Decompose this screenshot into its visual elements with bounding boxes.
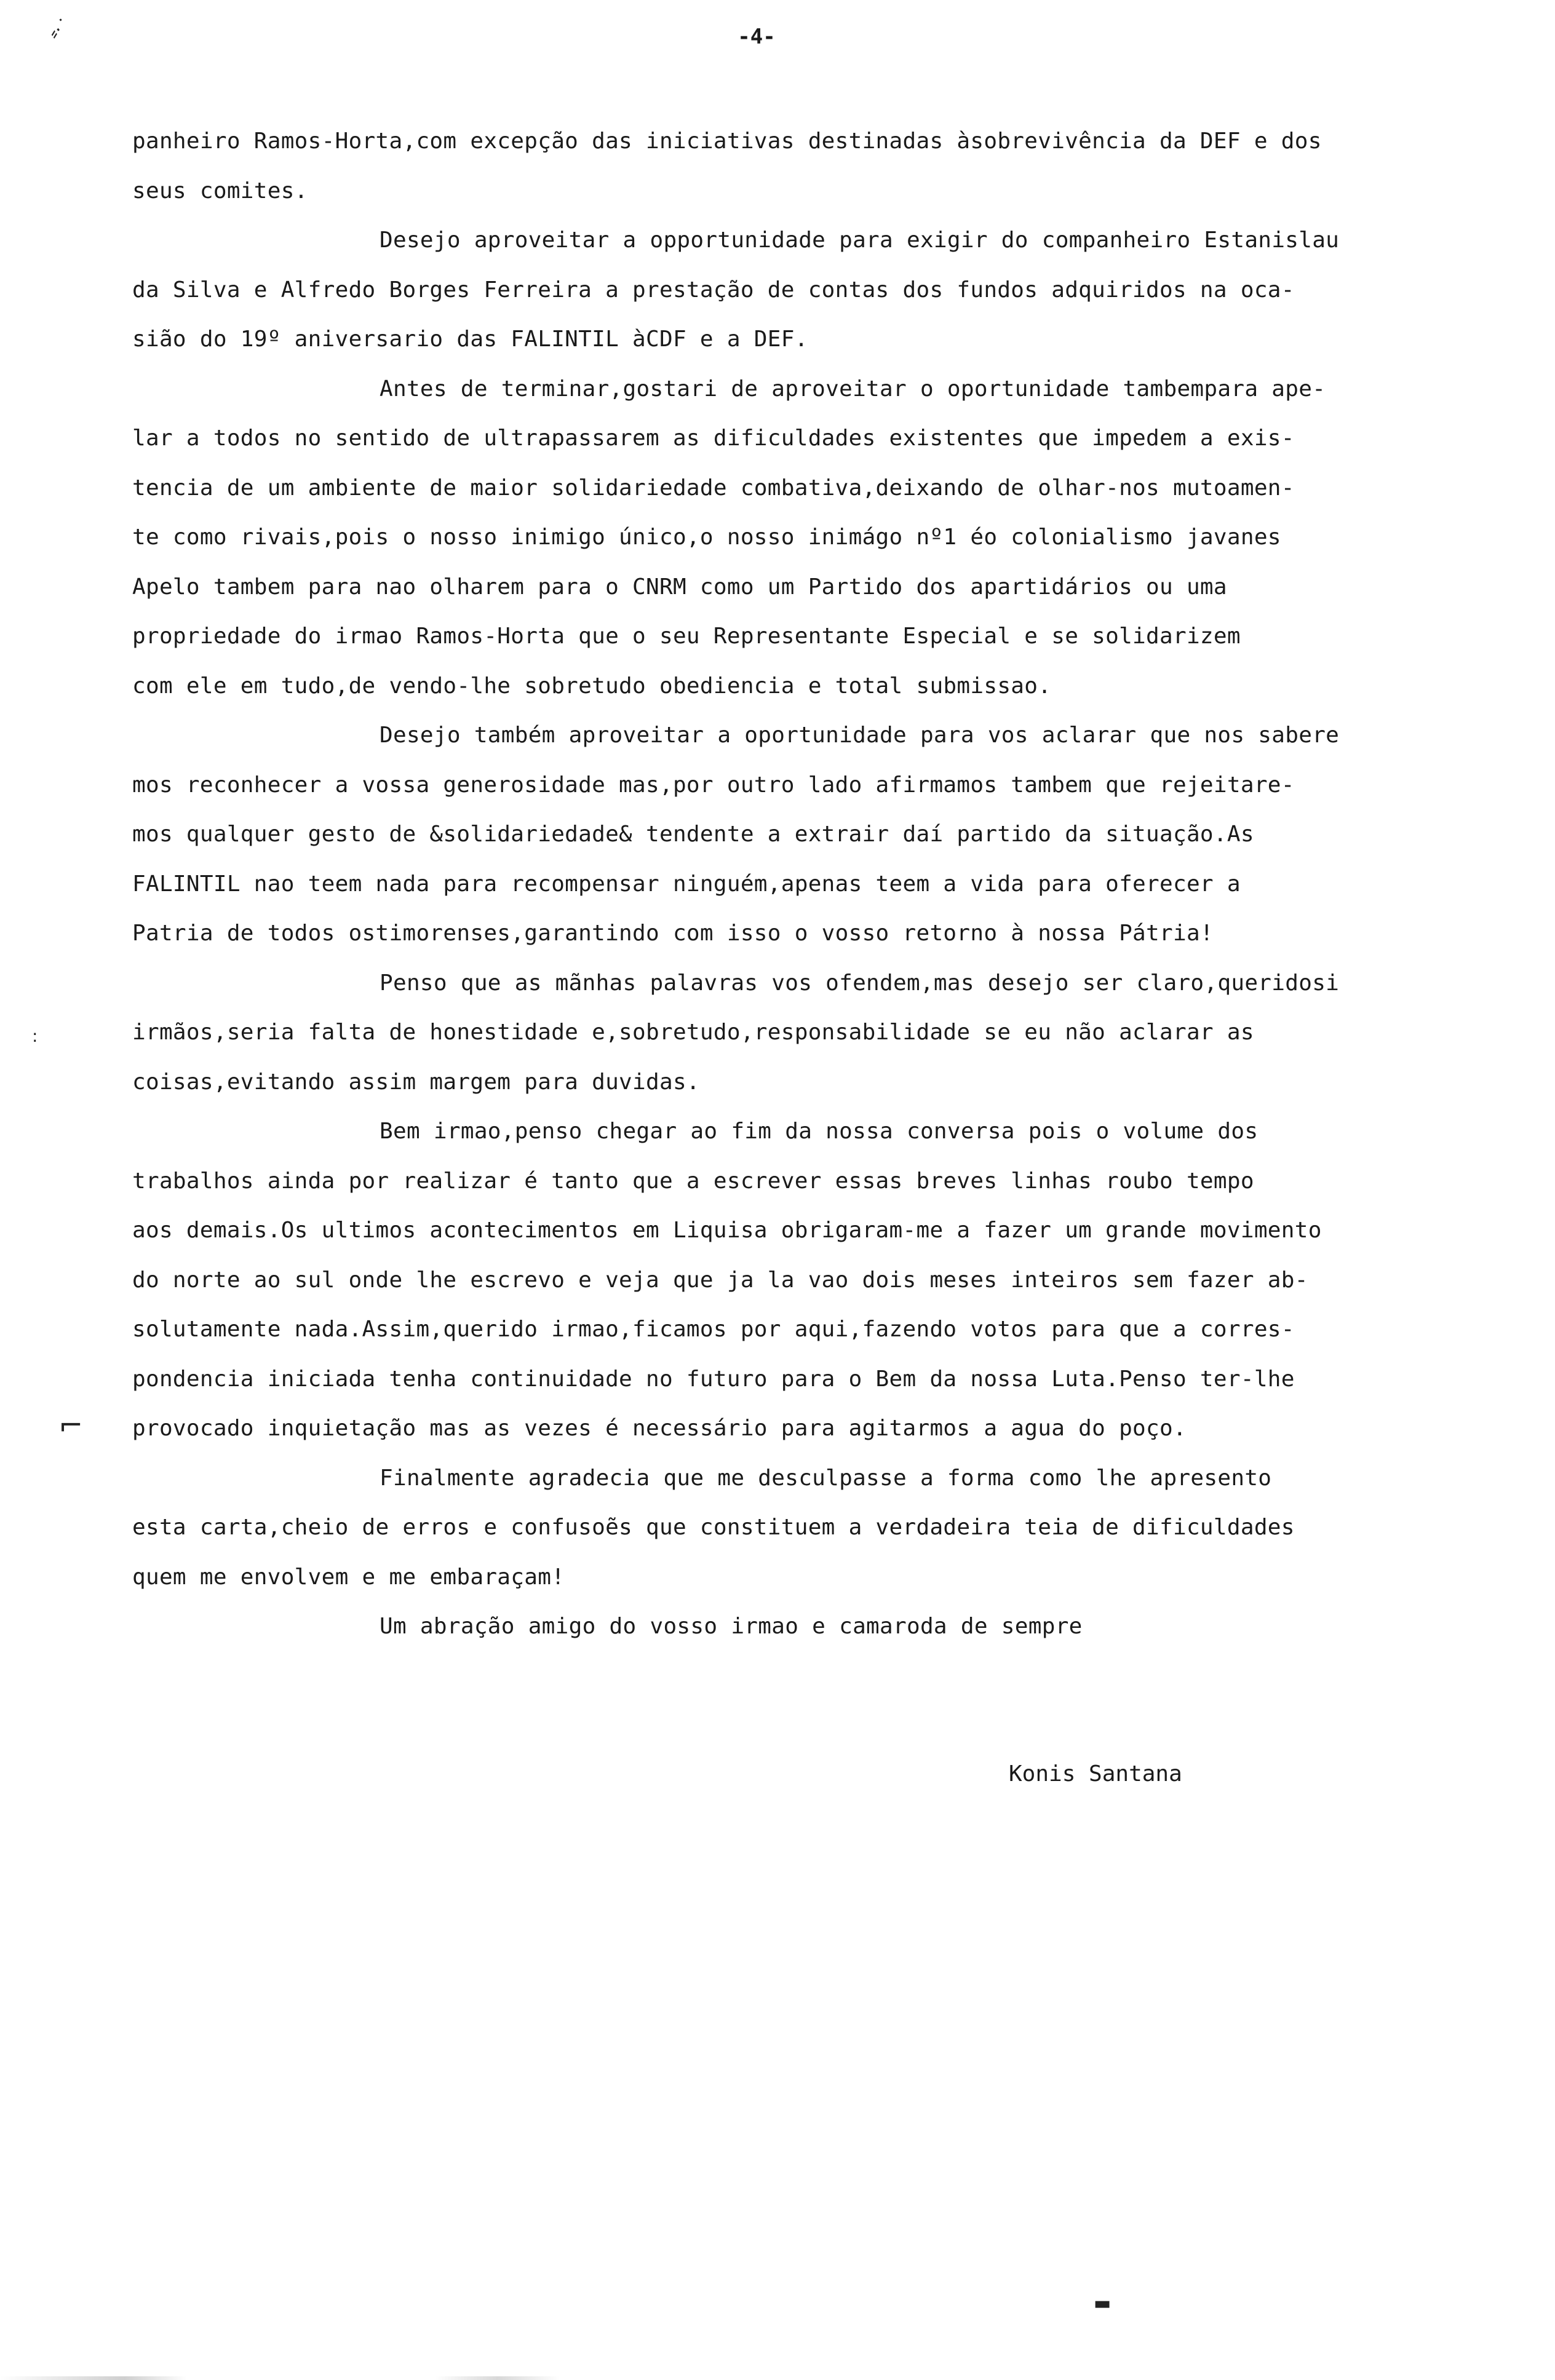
text-line: com ele em tudo,de vendo-lhe sobretudo obediencia e total submissao. (132, 673, 1052, 699)
text-line: provocado inquietação mas as vezes é necessário para agitarmos a agua do poço. (132, 1416, 1187, 1441)
text-line: esta carta,cheio de erros e confusoẽs que constituem a verdadeira teia de dificuldades (132, 1515, 1295, 1540)
paragraph-start-line: Desejo também aproveitar a oportunidade para vos aclarar que nos sabere (380, 723, 1340, 748)
text-line: mos reconhecer a vossa generosidade mas,por outro lado afirmamos tambem que rejeitare- (132, 772, 1295, 798)
text-line: te como rivais,pois o nosso inimigo único,o nosso inimágo nº1 éo colonialismo javanes (132, 525, 1281, 550)
letter-body (132, 117, 1498, 1652)
text-line: lar a todos no sentido de ultrapassarem as dificuldades existentes que impedem a exis- (132, 426, 1295, 451)
text-line: seus comites. (132, 178, 308, 204)
text-line: mos qualquer gesto de &solidariedade& tendente a extrair daí partido da situação.As (132, 822, 1254, 847)
text-line: da Silva e Alfredo Borges Ferreira a prestação de contas dos fundos adquiridos na oca- (132, 277, 1295, 303)
text-line: aos demais.Os ultimos acontecimentos em Liquisa obrigaram-me a fazer um grande movimento (132, 1218, 1322, 1243)
text-line: quem me envolvem e me embaraçam! (132, 1564, 565, 1590)
paragraph-start-line: Antes de terminar,gostari de aproveitar o oportunidade tambempara ape- (380, 376, 1326, 402)
text-line: tencia de um ambiente de maior solidariedade combativa,deixando de olhar-nos mutoamen- (132, 475, 1295, 501)
text-line: panheiro Ramos-Horta,com excepção das iniciativas destinadas àsobrevivência da DEF e dos (132, 129, 1322, 154)
closing-line: Um abração amigo do vosso irmao e camaroda de sempre (380, 1614, 1083, 1639)
text-line: sião do 19º aniversario das FALINTIL àCDF e a DEF. (132, 327, 808, 352)
paragraph-start-line: Finalmente agradecia que me desculpasse a forma como lhe apresento (380, 1465, 1272, 1491)
paragraph-start-line: Bem irmao,penso chegar ao fim da nossa conversa pois o volume dos (380, 1119, 1259, 1144)
paragraph-start-line: Desejo aproveitar a opportunidade para exigir do companheiro Estanislau (380, 228, 1340, 253)
text-line: do norte ao sul onde lhe escrevo e veja que ja la vao dois meses inteiros sem fazer ab- (132, 1267, 1308, 1293)
page-number: -4- (738, 25, 776, 49)
signature: Konis Santana (1009, 1761, 1182, 1787)
text-line: FALINTIL nao teem nada para recompensar ninguém,apenas teem a vida para oferecer a (132, 871, 1241, 897)
text-line: irmãos,seria falta de honestidade e,sobretudo,responsabilidade se eu não aclarar as (132, 1020, 1254, 1045)
text-line: Patria de todos ostimorenses,garantindo com isso o vosso retorno à nossa Pátria! (132, 921, 1214, 946)
text-line: solutamente nada.Assim,querido irmao,ficamos por aqui,fazendo votos para que a corres- (132, 1317, 1295, 1342)
paragraph-start-line: Penso que as mãnhas palavras vos ofendem,mas desejo ser claro,queridosi (380, 970, 1340, 996)
dash-ink-mark: ▬ (1094, 2293, 1112, 2314)
text-line: pondencia iniciada tenha continuidade no futuro para o Bem da nossa Luta.Penso ter-lhe (132, 1366, 1295, 1392)
corner-ink-mark: ⸗·˙ (45, 14, 75, 44)
text-line: trabalhos ainda por realizar é tanto que a escrever essas breves linhas roubo tempo (132, 1168, 1254, 1194)
text-line: Apelo tambem para nao olharem para o CNRM como um Partido dos apartidários ou uma (132, 574, 1227, 600)
margin-bracket-mark: ⌐ (58, 1408, 84, 1443)
scan-edge-artifact (0, 2376, 1555, 2380)
text-line: propriedade do irmao Ramos-Horta que o seu Representante Especial e se solidarizem (132, 624, 1241, 649)
margin-ink-mark: : (32, 1026, 38, 1046)
text-line: coisas,evitando assim margem para duvidas. (132, 1069, 700, 1095)
